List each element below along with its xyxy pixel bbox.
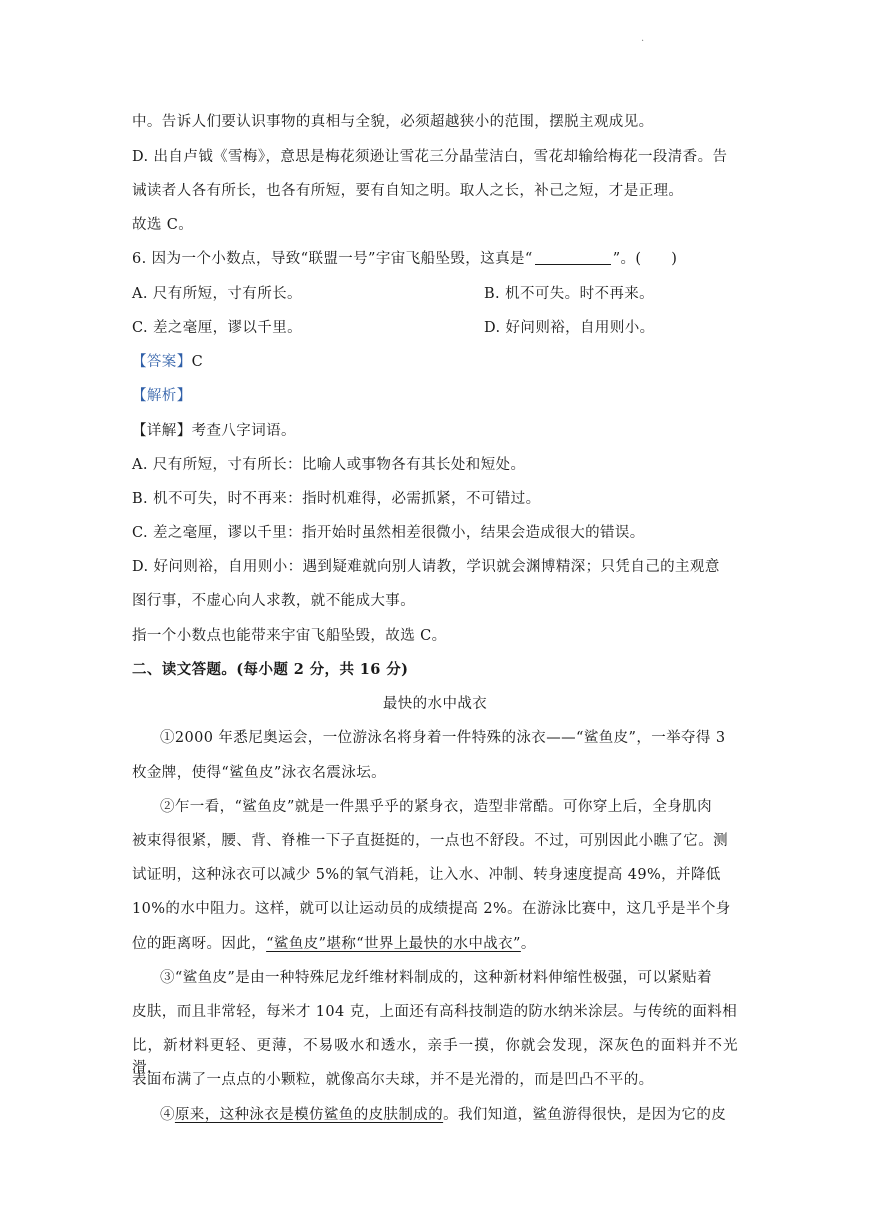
paragraph-3-line-3: 比，新材料更轻、更薄，不易吸水和透水，亲手一摸，你就会发现，深灰色的面料并不光滑， (132, 1038, 738, 1076)
detail-line-6: 图行事，不虚心向人求教，就不能成大事。 (132, 593, 416, 609)
paragraph-4-line-1 (160, 1104, 738, 1126)
option-b: B. 机不可失。时不再来。 (484, 286, 655, 302)
paragraph-2-after: 。 (520, 936, 536, 952)
answer-tag: 【答案】 (132, 354, 192, 370)
option-a: A. 尺有所短，寸有所长。 (132, 286, 302, 302)
question-stem-after: ”。( ) (612, 251, 678, 267)
paragraph-3-line-2: 皮肤，而且非常轻，每米才 104 克，上面还有高科技制造的防水纳米涂层。与传统的面料相 (132, 1004, 738, 1020)
paragraph-3-line-4: 表面布满了一点点的小颗粒，就像高尔夫球，并不是光滑的，而是凹凸不平的。 (132, 1072, 654, 1088)
answer-value: C (191, 354, 204, 370)
paragraph-2-line-5 (132, 933, 738, 955)
paragraph-3-line-1: ③“鲨鱼皮”是由一种特殊尼龙纤维材料制成的，这种新材料伸缩性极强，可以紧贴着 (160, 970, 713, 986)
detail-line-3: B. 机不可失，时不再来：指时机难得，必需抓紧，不可错过。 (132, 491, 541, 507)
detail-line-5: D. 好问则裕，自用则小：遇到疑难就向别人请教，学识就会渊博精深；只凭自己的主观意 (132, 559, 720, 575)
detail-line-2: A. 尺有所短，寸有所长：比喻人或事物各有其长处和短处。 (132, 457, 526, 473)
question-stem-before: 6. 因为一个小数点，导致“联盟一号”宇宙飞船坠毁，这真是“ (132, 251, 533, 267)
paragraph-2-line-3: 试证明，这种泳衣可以减少 5%的氧气消耗，让入水、冲制、转身速度提高 49%，并降低 (132, 867, 721, 883)
answer-line (132, 351, 738, 373)
option-d: D. 好问则裕，自用则小。 (484, 320, 655, 336)
options-row-1 (132, 283, 738, 305)
paragraph-2-line-1: ②乍一看，“鲨鱼皮”就是一件黑乎乎的紧身衣，造型非常酷。可你穿上后，全身肌肉 (160, 799, 713, 815)
paragraph-4-prefix: ④ (160, 1107, 175, 1123)
intro-line-1: 中。告诉人们要认识事物的真相与全貌，必须超越狭小的范围，摆脱主观成见。 (132, 114, 654, 130)
option-c: C. 差之毫厘，谬以千里。 (132, 320, 302, 336)
detail-line-1: 【详解】考查八字词语。 (132, 423, 296, 439)
article-title: 最快的水中战衣 (382, 696, 488, 712)
section-2-heading: 二、读文答题。(每小题 2 分，共 16 分) (132, 661, 409, 678)
paragraph-2-before: 位的距离呀。因此， (132, 936, 267, 952)
paragraph-2-line-2: 被束得很紧，腰、背、脊椎一下子直挺挺的，一点也不舒段。不过，可别因此小瞧了它。测 (132, 833, 728, 849)
top-mark: · (641, 36, 645, 47)
intro-line-3: 诫读者人各有所长，也各有所短，要有自知之明。取人之长，补己之短，才是正理。 (132, 183, 684, 199)
underlined-sentence-1: “鲨鱼皮”堪称“世界上最快的水中战衣” (266, 936, 521, 952)
paragraph-1-line-1: ①2000 年悉尼奥运会，一位游泳名将身着一件特殊的泳衣——“鲨鱼皮”，一举夺得 3 (160, 730, 726, 746)
intro-line-4: 故选 C。 (132, 217, 194, 233)
detail-line-4: C. 差之毫厘，谬以千里：指开始时虽然相差很微小，结果会造成很大的错误。 (132, 525, 645, 541)
intro-line-2: D. 出自卢钺《雪梅》，意思是梅花须逊让雪花三分晶莹洁白，雪花却输给梅花一段清香。告 (132, 149, 728, 165)
detail-line-7: 指一个小数点也能带来宇宙飞船坠毁，故选 C。 (132, 628, 447, 644)
analysis-tag: 【解析】 (132, 388, 192, 404)
question-6-stem (132, 248, 738, 270)
paragraph-1-line-2: 枚金牌，使得“鲨鱼皮”泳衣名震泳坛。 (132, 765, 387, 781)
options-row-2 (132, 317, 738, 339)
underlined-sentence-2: 原来，这种泳衣是模仿鲨鱼的皮肤制成的 (174, 1107, 444, 1123)
answer-blank (535, 250, 611, 265)
paragraph-2-line-4: 10%的水中阻力。这样，就可以让运动员的成绩提高 2%。在游泳比赛中，这几乎是半个身 (132, 901, 731, 917)
paragraph-4-after: 。我们知道，鲨鱼游得很快，是因为它的皮 (443, 1107, 727, 1123)
